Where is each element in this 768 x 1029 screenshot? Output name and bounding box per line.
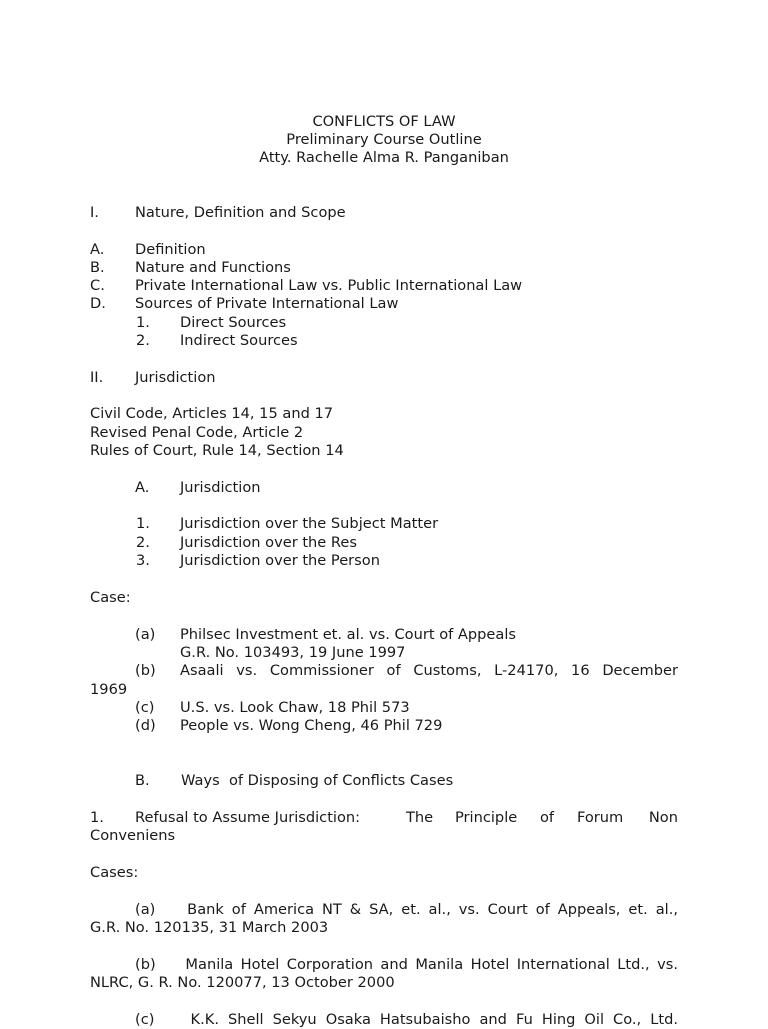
case-citation: 1969 bbox=[90, 681, 128, 698]
outline-label: C. bbox=[90, 277, 105, 294]
outline-label: A. bbox=[90, 241, 105, 258]
case-label: (c) bbox=[135, 699, 155, 716]
outline-subitem: Jurisdiction over the Subject Matter bbox=[180, 515, 439, 532]
case-citation: NLRC, G. R. No. 120077, 13 October 2000 bbox=[90, 974, 395, 991]
section-number: I. bbox=[90, 204, 99, 221]
outline-subitem: Jurisdiction over the Res bbox=[180, 534, 357, 551]
outline-sublabel: 2. bbox=[136, 332, 150, 349]
subsection-label: B. bbox=[135, 772, 150, 789]
legal-reference: Civil Code, Articles 14, 15 and 17 bbox=[90, 405, 334, 422]
subsection-label: A. bbox=[135, 479, 150, 496]
subsection-heading: Ways of Disposing of Conflicts Cases bbox=[181, 772, 454, 789]
paragraph-line: Conveniens bbox=[90, 827, 176, 844]
document-subtitle: Preliminary Course Outline bbox=[286, 131, 482, 148]
case-citation: U.S. vs. Look Chaw, 18 Phil 573 bbox=[180, 699, 410, 716]
case-citation: People vs. Wong Cheng, 46 Phil 729 bbox=[180, 717, 443, 734]
case-citation: G.R. No. 103493, 19 June 1997 bbox=[180, 644, 406, 661]
outline-subitem: Indirect Sources bbox=[180, 332, 298, 349]
case-citation: Philsec Investment et. al. vs. Court of Appeals bbox=[180, 626, 516, 643]
document-author: Atty. Rachelle Alma R. Panganiban bbox=[259, 149, 509, 166]
case-citation: Asaali vs. Commissioner of Customs, L-24170, 16 December bbox=[180, 662, 678, 679]
case-heading: Case: bbox=[90, 589, 131, 606]
case-label: (d) bbox=[135, 717, 156, 734]
legal-reference: Rules of Court, Rule 14, Section 14 bbox=[90, 442, 344, 459]
outline-label: D. bbox=[90, 295, 106, 312]
document-page: CONFLICTS OF LAW Preliminary Course Outline Atty. Rachelle Alma R. Panganiban I. Nature, Definition and Scope A. Definition B. Nature and Functions C. Private International Law vs. Public International Law D. Sources of Private International Law 1. Direct Sources 2. Indirect Sources II. Jurisdiction Civil Code, Articles 14, 15 and 17 Revised Penal Code, Article 2 Rules of Court, Rule 14, Section 14 A. Jurisdiction 1. Jurisdiction over the Subject Matter 2. Jurisdiction over the Res 3. Jurisdiction over the Person Case: (a) Philsec Investment et. al. vs. Court of Appeals G.R. No. 103493, 19 June 1997 (b) Asaali vs. Commissioner of Customs, L-24170, 16 December 1969 (c) U.S. vs. Look Chaw, 18 Phil 573 (d) People vs. Wong Cheng, 46 Phil 729 B. Ways of Disposing of Conflicts Cases 1. Refusal to Assume Jurisdiction: The Principle of Forum Non Conveniens Cases: (a) Bank of America NT & SA, et. al., vs. Court of Appeals, et. al., G.R. No. 120135, 31 March 2003 (b) Manila Hotel Corporation and Manila Hotel International Ltd., vs. NLRC, G. R. No. 120077, 13 October 2000 (c) K.K. Shell Sekyu Osaka Hatsubaisho and Fu Hing Oil Co., Ltd. bbox=[0, 0, 768, 1024]
subsection-heading: Jurisdiction bbox=[180, 479, 261, 496]
outline-item: Definition bbox=[135, 241, 206, 258]
outline-label: B. bbox=[90, 259, 105, 276]
outline-subitem: Direct Sources bbox=[180, 314, 287, 331]
case-label: (a) bbox=[135, 626, 156, 643]
case-heading: Cases: bbox=[90, 864, 139, 881]
case-citation: (c) K.K. Shell Sekyu Osaka Hatsubaisho and Fu Hing Oil Co., Ltd. bbox=[135, 1011, 678, 1028]
case-citation: (a) Bank of America NT & SA, et. al., vs. Court of Appeals, et. al., bbox=[135, 901, 678, 918]
outline-item: Private International Law vs. Public International Law bbox=[135, 277, 523, 294]
section-heading: Nature, Definition and Scope bbox=[135, 204, 346, 221]
document-title: CONFLICTS OF LAW bbox=[312, 113, 456, 130]
case-label: (b) bbox=[135, 662, 156, 679]
outline-item: Sources of Private International Law bbox=[135, 295, 399, 312]
case-citation: (b) Manila Hotel Corporation and Manila Hotel International Ltd., vs. bbox=[135, 956, 678, 973]
outline-sublabel: 2. bbox=[136, 534, 150, 551]
outline-sublabel: 1. bbox=[136, 515, 150, 532]
section-number: II. bbox=[90, 369, 104, 386]
case-citation: G.R. No. 120135, 31 March 2003 bbox=[90, 919, 329, 936]
outline-sublabel: 3. bbox=[136, 552, 150, 569]
outline-sublabel: 1. bbox=[136, 314, 150, 331]
outline-subitem: Jurisdiction over the Person bbox=[180, 552, 380, 569]
section-heading: Jurisdiction bbox=[135, 369, 216, 386]
legal-reference: Revised Penal Code, Article 2 bbox=[90, 424, 304, 441]
outline-item: Nature and Functions bbox=[135, 259, 291, 276]
